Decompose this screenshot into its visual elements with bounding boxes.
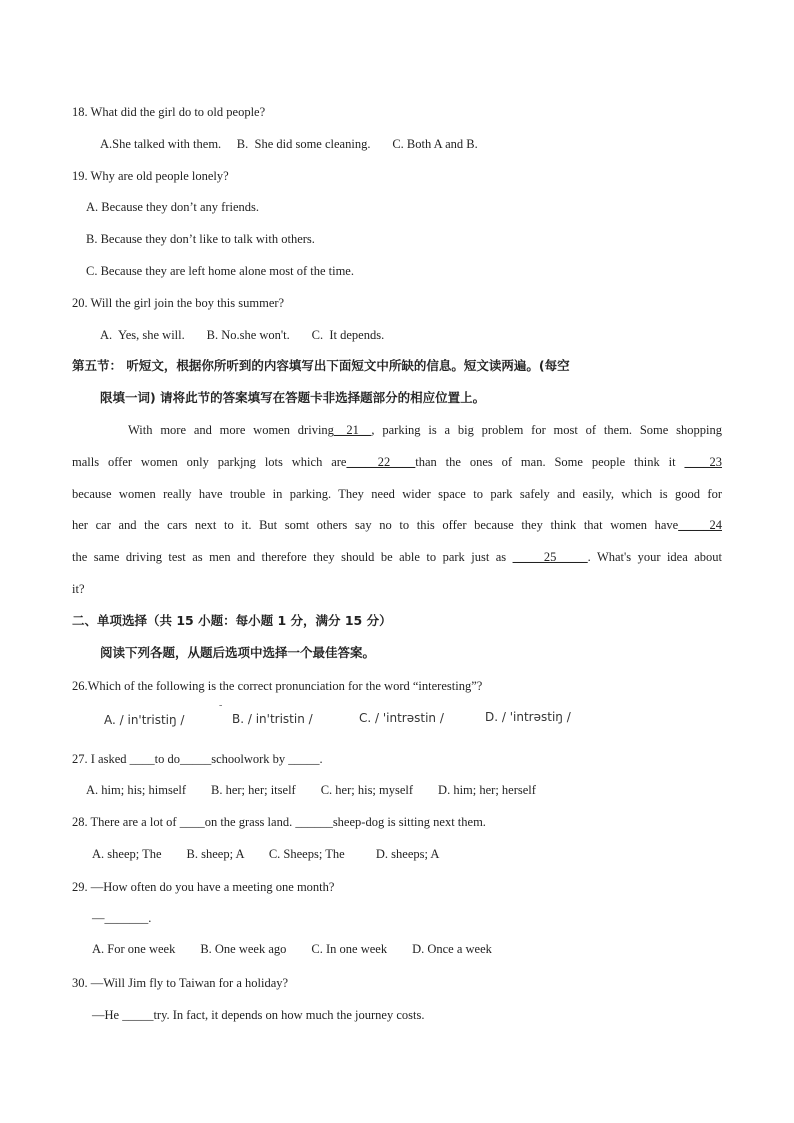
q26-option-a: A. / in'tristiŋ / [104, 713, 185, 727]
section5-heading: 第五节： 听短文，根据你所听到的内容填写出下面短文中所缺的信息。短文读两遍。(每空 [72, 358, 570, 373]
q19-stem: 19. Why are old people lonely? [72, 169, 229, 183]
q18-options: A.She talked with them. B. She did some cleaning. C. Both A and B. [100, 137, 478, 151]
q29-stem: 29. —How often do you have a meeting one month? [72, 880, 335, 894]
passage-line-6: it? [72, 582, 85, 596]
section5-heading-cont: 限填一词) 请将此节的答案填写在答题卡非选择题部分的相应位置上。 [100, 390, 486, 405]
passage-line-5 [72, 549, 722, 565]
blank-22: _____22____ [346, 455, 416, 469]
q19-option-b: B. Because they don’t like to talk with others. [86, 232, 315, 246]
stray-mark: - [219, 700, 223, 711]
passage-text: than the ones of man. Some people think it [415, 455, 676, 469]
passage-text: With more and more women driving [128, 423, 334, 437]
passage-text: malls offer women only parkjng lots which are [72, 455, 347, 469]
blank-21: __21__ [333, 423, 372, 437]
passage-line-1 [128, 422, 722, 438]
passage-text: . What's your idea about [587, 550, 723, 564]
passage-line-3: because women really have trouble in parking. They need wider space to park safely and easily, which is good for [72, 487, 722, 501]
q19-option-c: C. Because they are left home alone most of the time. [86, 264, 354, 278]
q18-stem: 18. What did the girl do to old people? [72, 105, 266, 119]
q27-stem: 27. I asked ____to do_____schoolwork by _____. [72, 752, 323, 766]
q26-stem: 26.Which of the following is the correct pronunciation for the word “interesting”? [72, 679, 483, 693]
q27-options: A. him; his; himself B. her; her; itself C. her; his; myself D. him; her; herself [86, 783, 536, 797]
q19-option-a: A. Because they don’t any friends. [86, 200, 259, 214]
blank-23: ____23 [684, 455, 723, 469]
blank-25: _____25_____ [512, 550, 588, 564]
q29-answer-line: —_______. [92, 911, 152, 925]
passage-text: , parking is a big problem for most of them. Some shopping [371, 423, 722, 437]
q26-option-d: D. / 'intrəstiŋ / [485, 710, 571, 724]
q26-option-b: B. / in'tristin / [232, 712, 313, 726]
passage-line-4 [72, 517, 722, 533]
part2-instruction: 阅读下列各题，从题后选项中选择一个最佳答案。 [100, 645, 376, 660]
passage-line-2 [72, 454, 722, 470]
q28-options: A. sheep; The B. sheep; A C. Sheeps; The D. sheeps; A [92, 847, 440, 861]
q20-options: A. Yes, she will. B. No.she won't. C. It depends. [100, 328, 385, 342]
q30-answer-line: —He _____try. In fact, it depends on how much the journey costs. [92, 1008, 425, 1022]
q26-option-c: C. / 'intrəstin / [359, 711, 444, 725]
q28-stem: 28. There are a lot of ____on the grass land. ______sheep-dog is sitting next them. [72, 815, 486, 829]
q30-stem: 30. —Will Jim fly to Taiwan for a holiday? [72, 976, 289, 990]
passage-text: her car and the cars next to it. But somt others say no to this offer because they think that women have [72, 518, 679, 532]
blank-24: _____24 [678, 518, 722, 532]
q20-stem: 20. Will the girl join the boy this summer? [72, 296, 285, 310]
part2-heading: 二、单项选择（共 15 小题：每小题 1 分，满分 15 分） [72, 613, 392, 628]
q29-options: A. For one week B. One week ago C. In one week D. Once a week [92, 942, 492, 956]
passage-text: the same driving test as men and therefore they should be able to park just as [72, 550, 507, 564]
